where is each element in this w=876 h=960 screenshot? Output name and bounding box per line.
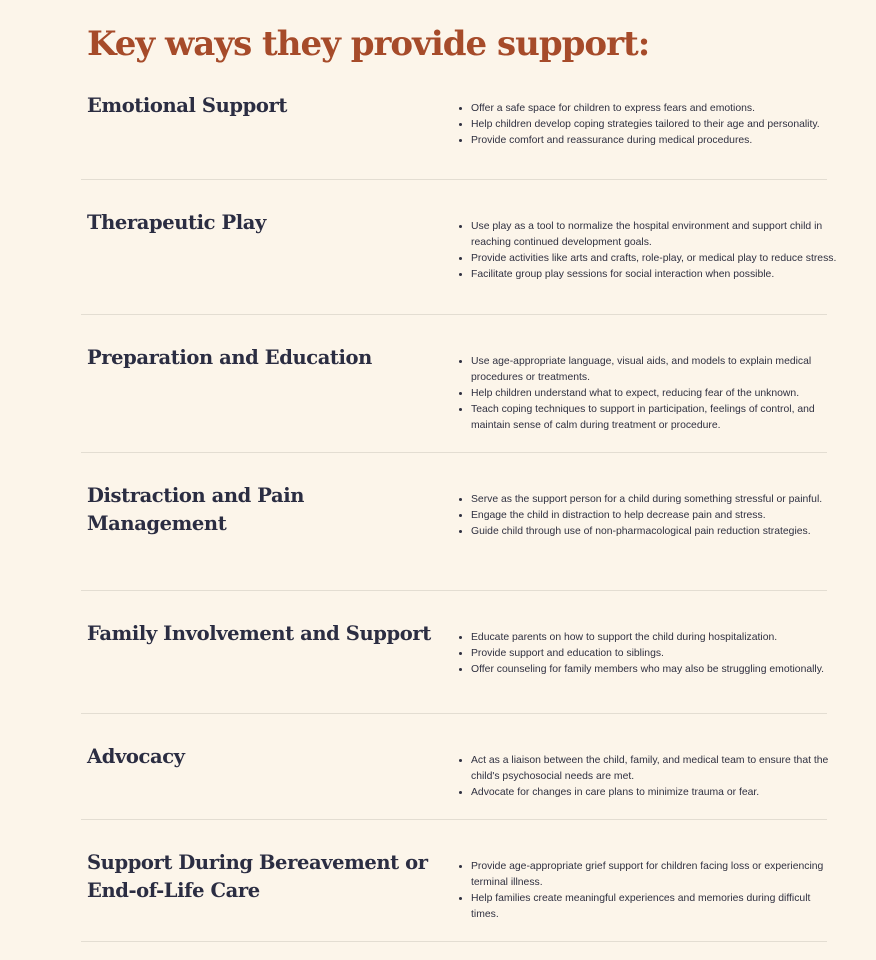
- list-item: • Offer counseling for family members who may also be struggling emotionally.: [471, 662, 839, 678]
- list-item: • Facilitate group play sessions for social interaction when possible.: [471, 267, 839, 283]
- section-family-involvement: [81, 620, 827, 714]
- list-item: • Help families create meaningful experiences and memories during difficult times.: [471, 891, 839, 923]
- bullet-list: [455, 753, 839, 801]
- section-title: Family Involvement and Support: [87, 622, 431, 645]
- list-item: • Provide comfort and reassurance during medical procedures.: [471, 133, 839, 149]
- list-item: • Educate parents on how to support the child during hospitalization.: [471, 630, 839, 646]
- page-title: Key ways they provide support:: [87, 24, 650, 64]
- list-item: • Advocate for changes in care plans to minimize trauma or fear.: [471, 785, 839, 801]
- section-distraction-pain-management: [81, 482, 827, 591]
- list-item: • Teach coping techniques to support in participation, feelings of control, and maintain sense of calm during treatment or procedure.: [471, 402, 839, 434]
- section-title: Therapeutic Play: [87, 211, 266, 234]
- section-therapeutic-play: [81, 209, 837, 315]
- bullet-list: [455, 219, 839, 283]
- list-item: • Use age-appropriate language, visual aids, and models to explain medical procedures or treatments.: [471, 354, 839, 386]
- section-preparation-education: [81, 344, 827, 453]
- list-item: • Help children develop coping strategies tailored to their age and personality.: [471, 117, 839, 133]
- list-item: • Help children understand what to expect, reducing fear of the unknown.: [471, 386, 839, 402]
- section-emotional-support: [81, 92, 827, 180]
- section-advocacy: [81, 743, 827, 820]
- list-item: • Provide activities like arts and crafts, role-play, or medical play to reduce stress.: [471, 251, 839, 267]
- section-title: Emotional Support: [87, 94, 287, 117]
- bullet-list: [455, 492, 839, 540]
- bullet-list: [455, 354, 839, 434]
- list-item: • Act as a liaison between the child, family, and medical team to ensure that the child's psychosocial needs are met.: [471, 753, 839, 785]
- list-item: • Engage the child in distraction to help decrease pain and stress.: [471, 508, 839, 524]
- list-item: • Offer a safe space for children to express fears and emotions.: [471, 101, 839, 117]
- bullet-list: [455, 101, 839, 149]
- list-item: • Provide age-appropriate grief support for children facing loss or experiencing terminal illness.: [471, 859, 839, 891]
- section-title: Support During Bereavement or End-of-Life Care: [87, 851, 428, 902]
- list-item: • Serve as the support person for a child during something stressful or painful.: [471, 492, 839, 508]
- list-item: • Provide support and education to siblings.: [471, 646, 839, 662]
- bullet-list: [455, 630, 839, 678]
- section-title: Advocacy: [87, 745, 185, 768]
- list-item: • Use play as a tool to normalize the hospital environment and support child in reaching continued development goals.: [471, 219, 839, 251]
- list-item: • Guide child through use of non-pharmacological pain reduction strategies.: [471, 524, 839, 540]
- bullet-list: [455, 859, 839, 923]
- section-bereavement-end-of-life: [81, 849, 827, 942]
- section-title: Distraction and Pain Management: [87, 484, 305, 535]
- section-title: Preparation and Education: [87, 346, 372, 369]
